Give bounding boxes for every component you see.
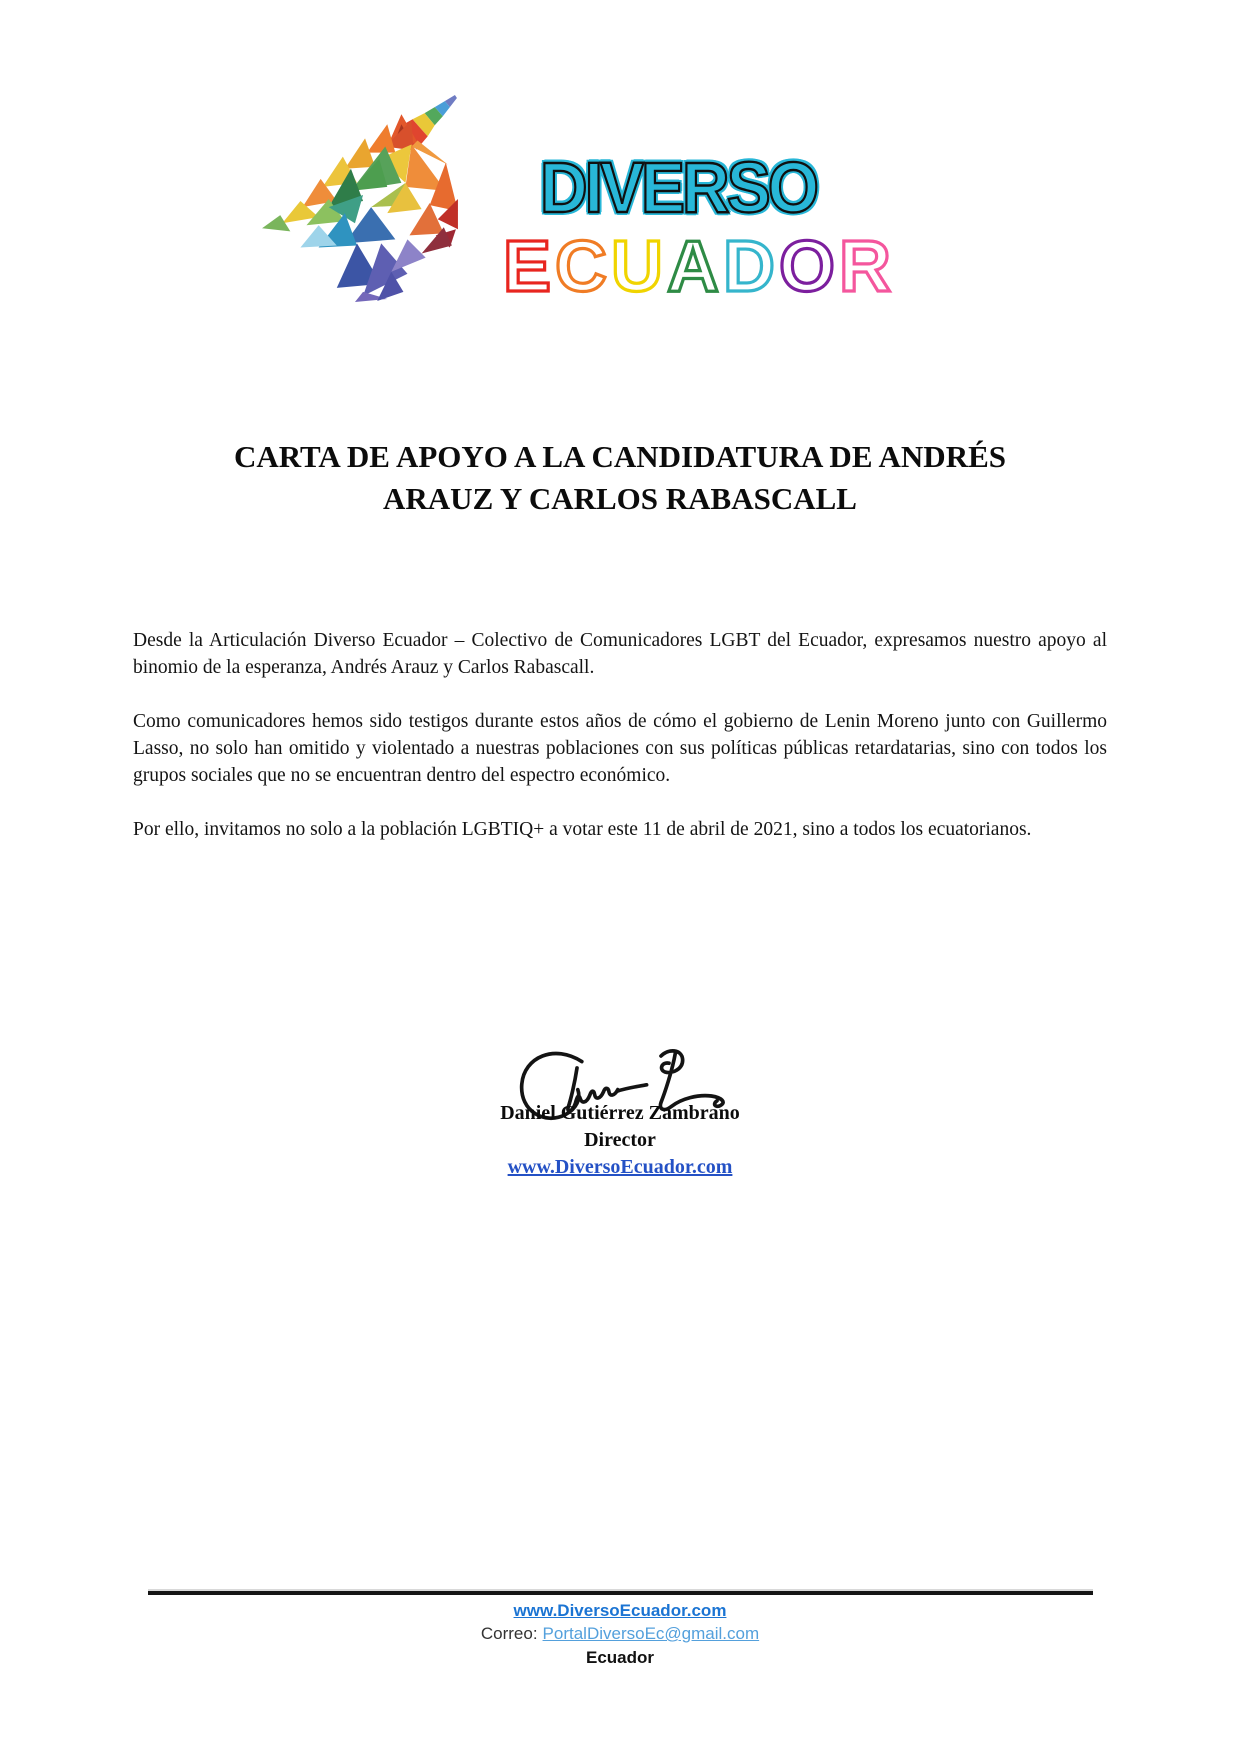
signatory-role: Director <box>584 1129 656 1151</box>
footer-email-row <box>0 1624 1240 1644</box>
brand-ecuador <box>503 226 895 308</box>
letter-title-line2: ARAUZ Y CARLOS RABASCALL <box>383 481 857 516</box>
footer-country: Ecuador <box>585 1648 655 1667</box>
footer-divider <box>148 1591 1093 1595</box>
footer-website-link[interactable]: www.DiversoEcuador.com <box>513 1601 727 1620</box>
letter-body <box>133 627 1107 870</box>
footer-email-link[interactable]: PortalDiversoEc@gmail.com <box>542 1624 760 1643</box>
brand-ecuador-letter: A <box>667 227 724 307</box>
footer-website <box>0 1601 1240 1621</box>
brand-ecuador-letter: C <box>555 227 612 307</box>
letter-title-line1: CARTA DE APOYO A LA CANDIDATURA DE ANDRÉS <box>233 439 1007 474</box>
unicorn-logo-icon <box>258 94 460 302</box>
footer-email-label: Correo: <box>480 1624 538 1643</box>
brand-ecuador-letter: D <box>723 227 780 307</box>
signature-website <box>0 1156 1240 1179</box>
paragraph-intro: Desde la Articulación Diverso Ecuador – Colectivo de Comunicadores LGBT del Ecuador, expresamos nuestro apoyo al binomio de la esperanza, Andrés Arauz y Carlos Rabascall. <box>133 630 1107 678</box>
paragraph-call-to-vote: Por ello, invitamos no solo a la población LGBTIQ+ a votar este 11 de abril de 2021, sino a todos los ecuatorianos. <box>133 819 1032 840</box>
brand-ecuador-letter: R <box>839 227 896 307</box>
brand-ecuador-letter: E <box>503 227 556 307</box>
signature-website-link[interactable]: www.DiversoEcuador.com <box>507 1156 733 1178</box>
paragraph-context: Como comunicadores hemos sido testigos durante estos años de cómo el gobierno de Lenin Moreno junto con Guillermo Lasso, no solo han omitido y violentado a nuestras poblaciones con sus políticas públicas retardatarias, sino con todos los grupos sociales que no se encuentran dentro del espectro económico. <box>133 711 1107 786</box>
brand-ecuador-letter: O <box>779 227 840 307</box>
signatory-name: Daniel Gutiérrez Zambrano <box>500 1102 740 1124</box>
brand-wordmark-diverso: DIVERSO <box>540 147 817 227</box>
letter-title <box>0 436 1240 520</box>
brand-ecuador-letter: U <box>611 227 668 307</box>
